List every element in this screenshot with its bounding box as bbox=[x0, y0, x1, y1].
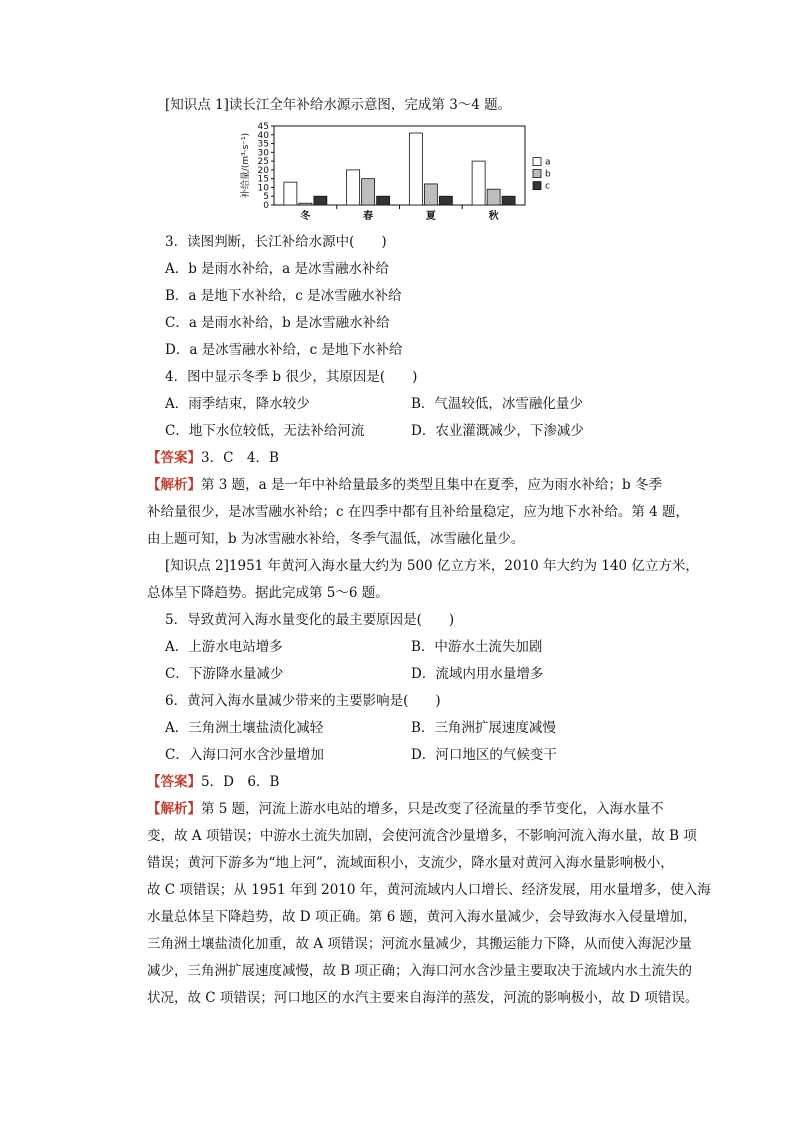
x-category-label: 冬 bbox=[300, 211, 311, 222]
q6-option-a: A．三角洲土壤盐渍化减轻 bbox=[165, 720, 324, 736]
bar-c-1 bbox=[377, 196, 390, 205]
bar-b-3 bbox=[487, 189, 500, 205]
water-supply-chart bbox=[238, 120, 568, 228]
x-category-label: 夏 bbox=[425, 211, 436, 222]
bar-chart-svg bbox=[238, 120, 568, 228]
analysis-2-line-8: 状况，故 C 项错误；河口地区的水汽主要来自海洋的蒸发，河流的影响极小，故 D 项错误。 bbox=[147, 990, 699, 1006]
y-tick-label: 5 bbox=[263, 192, 269, 203]
q4-option-a: A．雨季结束，降水较少 bbox=[165, 396, 310, 412]
x-category-label: 春 bbox=[363, 211, 374, 222]
analysis-2-line-6: 三角洲土壤盐渍化加重，故 A 项错误；河流水量减少，其搬运能力下降，从而使入海泥沙量 bbox=[147, 936, 692, 952]
analysis-text: 第 3 题，a 是一年中补给量最多的类型且集中在夏季，应为雨水补给；b 冬季 bbox=[201, 477, 662, 493]
q6-option-d: D．河口地区的气候变干 bbox=[411, 747, 557, 763]
analysis-1-line-3: 由上题可知，b 为冰雪融水补给，冬季气温低，冰雪融化量少。 bbox=[147, 531, 525, 547]
q4-option-b: B．气温较低，冰雪融化量少 bbox=[411, 396, 583, 412]
answer-text: 3．C 4．B bbox=[201, 450, 279, 466]
kp2-line-2: 总体呈下降趋势。据此完成第 5～6 题。 bbox=[147, 585, 389, 601]
y-tick-label: 0 bbox=[263, 201, 269, 211]
y-tick-label: 15 bbox=[257, 174, 269, 185]
answer-tag: 【答案】 bbox=[147, 774, 201, 790]
answer-1 bbox=[147, 448, 279, 468]
bar-a-0 bbox=[284, 182, 297, 205]
legend-label-b: b bbox=[545, 169, 551, 180]
analysis-1-line-1 bbox=[147, 475, 662, 495]
answer-text: 5．D 6．B bbox=[201, 774, 280, 790]
q5-option-b: B．中游水土流失加剧 bbox=[411, 639, 543, 655]
q6-stem: 6．黄河入海水量减少带来的主要影响是( ) bbox=[165, 693, 441, 709]
q4-option-c: C．地下水位较低，无法补给河流 bbox=[165, 423, 365, 439]
bar-a-1 bbox=[347, 170, 360, 205]
y-tick-label: 25 bbox=[257, 157, 269, 168]
analysis-2-line-4: 故 C 项错误；从 1951 年到 2010 年，黄河流域内人口增长、经济发展，用水量增多，使入海 bbox=[147, 882, 711, 898]
analysis-2-line-7: 减少，三角洲扩展速度减慢，故 B 项正确；入海口河水含沙量主要取决于流域内水土流失的 bbox=[147, 963, 693, 979]
x-category-label: 秋 bbox=[488, 211, 499, 222]
kp1-intro: [知识点 1]读长江全年补给水源示意图，完成第 3～4 题。 bbox=[165, 97, 512, 113]
bar-a-3 bbox=[472, 161, 485, 205]
q5-option-d: D．流域内用水量增多 bbox=[411, 666, 544, 682]
legend-label-c: c bbox=[545, 181, 550, 192]
bar-b-0 bbox=[299, 203, 312, 205]
y-tick-label: 45 bbox=[257, 122, 269, 132]
q3-stem: 3．读图判断，长江补给水源中( ) bbox=[165, 234, 387, 250]
bar-c-2 bbox=[439, 196, 452, 205]
q5-stem: 5．导致黄河入海水量变化的最主要原因是( ) bbox=[165, 612, 455, 628]
q6-option-c: C．入海口河水含沙量增加 bbox=[165, 747, 324, 763]
analysis-tag: 【解析】 bbox=[147, 801, 201, 817]
analysis-tag: 【解析】 bbox=[147, 477, 201, 493]
q6-option-b: B．三角洲扩展速度减慢 bbox=[411, 720, 556, 736]
q3-option-d: D．a 是冰雪融水补给，c 是地下水补给 bbox=[165, 342, 403, 358]
y-tick-label: 20 bbox=[257, 165, 269, 176]
q5-option-c: C．下游降水量减少 bbox=[165, 666, 284, 682]
y-axis-label: 补给量/(m³·s⁻¹) bbox=[241, 132, 251, 199]
q3-option-c: C．a 是雨水补给，b 是冰雪融水补给 bbox=[165, 315, 390, 331]
analysis-2-line-2: 变，故 A 项错误；中游水土流失加剧，会使河流含沙量增多，不影响河流入海水量，故 B 项 bbox=[147, 828, 697, 844]
analysis-text: 第 5 题，河流上游水电站的增多，只是改变了径流量的季节变化，入海水量不 bbox=[201, 801, 664, 817]
y-tick-label: 35 bbox=[257, 139, 269, 150]
bar-a-2 bbox=[409, 133, 422, 205]
answer-tag: 【答案】 bbox=[147, 450, 201, 466]
analysis-2-line-3: 错误；黄河下游多为“地上河”，流域面积小，支流少，降水量对黄河入海水量影响极小， bbox=[147, 855, 674, 871]
legend-label-a: a bbox=[545, 157, 551, 168]
bar-b-1 bbox=[362, 179, 375, 205]
q4-option-d: D．农业灌溉减少，下渗减少 bbox=[411, 423, 584, 439]
legend-swatch-c bbox=[533, 182, 541, 190]
analysis-2-line-5: 水量总体呈下降趋势，故 D 项正确。第 6 题，黄河入海水量减少，会导致海水入侵量增加， bbox=[147, 909, 697, 925]
y-tick-label: 10 bbox=[257, 183, 269, 194]
analysis-2-line-1 bbox=[147, 799, 664, 819]
bar-c-0 bbox=[314, 196, 327, 205]
analysis-1-line-2: 补给量很少，是冰雪融水补给；c 在四季中都有且补给量稳定，应为地下水补给。第 4 题， bbox=[147, 504, 690, 520]
q3-option-b: B．a 是地下水补给，c 是冰雪融水补给 bbox=[165, 288, 402, 304]
legend-swatch-b bbox=[533, 170, 541, 178]
y-tick-label: 40 bbox=[257, 130, 269, 141]
q5-option-a: A．上游水电站增多 bbox=[165, 639, 283, 655]
bar-b-2 bbox=[424, 184, 437, 205]
answer-2 bbox=[147, 772, 279, 792]
bar-c-3 bbox=[502, 196, 515, 205]
legend-swatch-a bbox=[533, 158, 541, 166]
q3-option-a: A．b 是雨水补给，a 是冰雪融水补给 bbox=[165, 261, 390, 277]
q4-stem: 4．图中显示冬季 b 很少，其原因是( ) bbox=[165, 369, 418, 385]
y-tick-label: 30 bbox=[257, 148, 269, 159]
kp2-line-1: [知识点 2]1951 年黄河入海水量大约为 500 亿立方米，2010 年大约为 140 亿立方米， bbox=[165, 558, 699, 574]
